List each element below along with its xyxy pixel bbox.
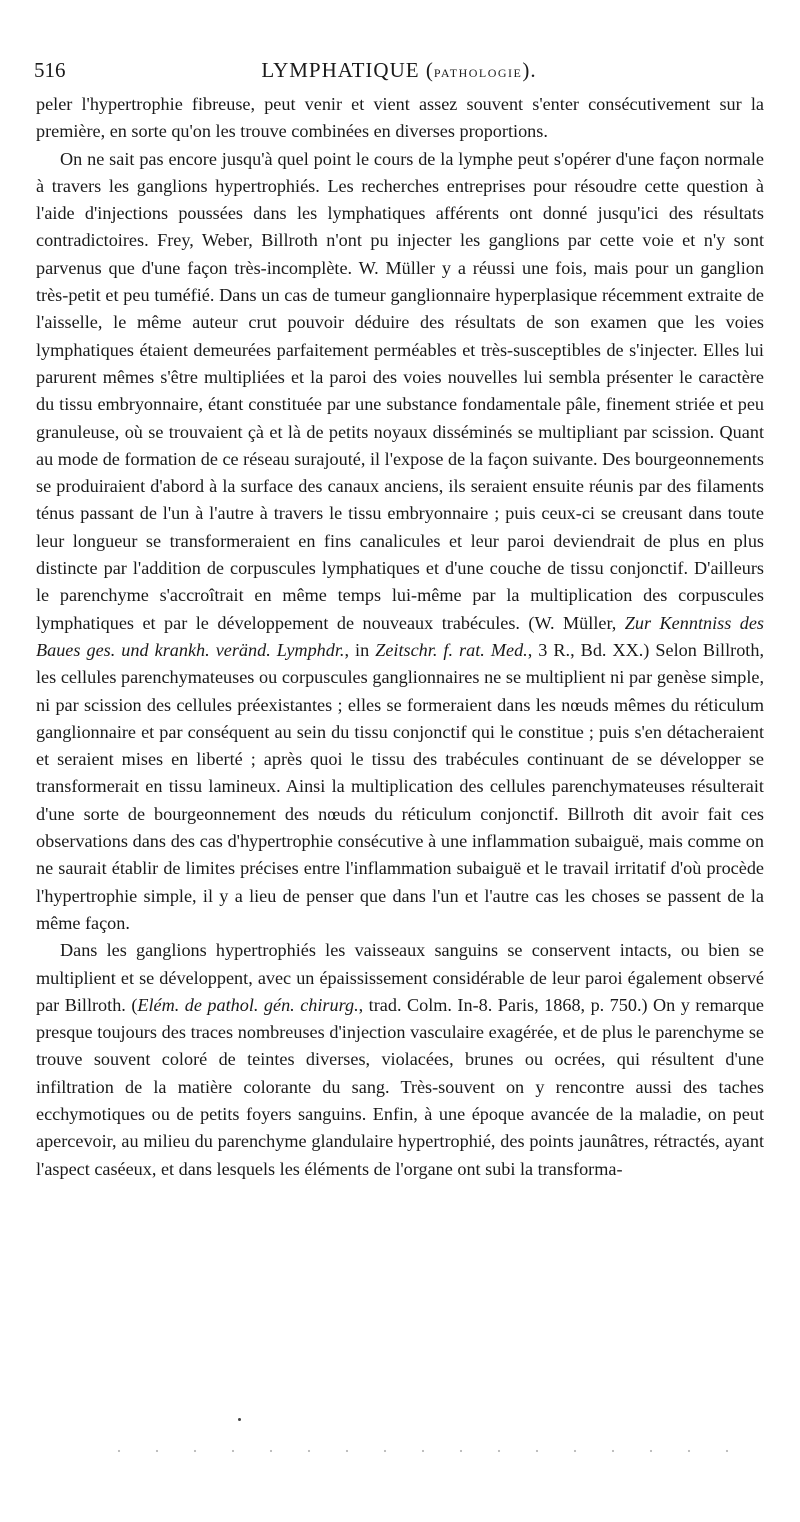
text-run: , trad. Colm. In-8. Paris, 1868, p. 750.) On y remarque presque toujours des traces nombreuses d'injection vasculaire exagérée, et de plus le parenchyme se trouve souvent coloré de teintes diverses, violacées, brunes ou ocrées, qui résultent d'une infiltration de la matière colorante du sang. Très-souvent on y rencontre aussi des taches ecchymotiques ou de petits foyers sanguins. Enfin, à une époque avancée de la maladie, on peut apercevoir, au milieu du parenchyme glandulaire hypertrophié, des points jaunâtres, rétractés, ayant l'aspect caséeux, et dans lesquels les éléments de l'organe ont subi la transforma- <box>36 994 764 1179</box>
paragraph <box>36 146 764 938</box>
text-run: , in <box>344 639 376 660</box>
paragraph <box>36 937 764 1183</box>
text-run: peler l'hypertrophie fibreuse, peut venir et vient assez souvent s'enter consécutivement sur la première, en sorte qu'on les trouve combinées en diverses proportions. <box>36 94 764 142</box>
body-text <box>36 91 764 1183</box>
running-title-open: ( <box>419 58 434 82</box>
citation-italic: Zur Kenntniss des Baues ges. und krankh. veränd. Lymphdr. <box>36 612 765 660</box>
paragraph <box>36 91 764 146</box>
page-number: 516 <box>34 58 66 82</box>
text-run: , 3 R., Bd. XX.) Selon Billroth, les cellules parenchymateuses ou corpuscules ganglionnaires ne se multiplient ni par genèse simple, ni par scission des cellules préexistantes ; elles se formeraient dans les nœuds mêmes du réticulum ganglionnaire et par conséquent au sein du tissu conjonctif qui le constitue ; puis s'en détacheraient et seraient mises en liberté ; après quoi le tissu des trabécules continuant de se développer se transformerait en tissu lamineux. Ainsi la multiplication des cellules parenchymateuses résulterait d'une sorte de bourgeonnement des nœuds du réticulum conjonctif. Billroth dit avoir fait ces observations dans des cas d'hypertrophie consécutive à une inflammation subaiguë, mais comme on ne saurait établir de limites précises entre l'inflammation subaiguë et le travail irritatif d'où procède l'hypertrophie simple, il y a lieu de penser que dans l'un et l'autre cas les choses se passent de la même façon. <box>36 639 764 933</box>
running-title <box>34 58 764 83</box>
bottom-dotted-artifact <box>100 1448 760 1454</box>
text-run: Dans les ganglions hypertrophiés les vaisseaux sanguins se conservent intacts, ou bien se multiplient et se développent, avec un épaississement considérable de leur paroi également observé par Billroth. ( <box>36 940 764 1015</box>
ink-speck <box>238 1418 241 1421</box>
running-header <box>34 58 764 88</box>
citation-italic: Zeitschr. f. rat. Med. <box>375 639 528 660</box>
text-run: On ne sait pas encore jusqu'à quel point le cours de la lymphe peut s'opérer d'une façon normale à travers les ganglions hypertrophiés. Les recherches entreprises pour résoudre cette question à l'aide d'injections poussées dans les lymphatiques afférents ont donné jusqu'ici des résultats contradictoires. Frey, Weber, Billroth n'ont pu injecter les ganglions par cette voie et n'y sont parvenus que d'une façon très-incomplète. W. Müller y a réussi une fois, mais pour un ganglion très-petit et peu tuméfié. Dans un cas de tumeur ganglionnaire hyperplasique récemment extraite de l'aisselle, le même auteur crut pouvoir déduire des résultats de son examen que les voies lymphatiques étaient demeurées parfaitement perméables et très-susceptibles de s'injecter. Elles lui parurent mêmes s'être multipliées et la paroi des voies nouvelles lui sembla présenter le caractère du tissu embryonnaire, étant constituée par une substance fondamentale pâle, finement striée et peu granuleuse, où se trouvaient çà et là de petits noyaux disséminés se multipliant par scission. Quant au mode de formation de ce réseau surajouté, il l'expose de la façon suivante. Des bourgeonnements se produiraient d'abord à la surface des canaux anciens, ils seraient ensuite réunis par des filaments ténus passant de l'un à l'autre à travers le tissu embryonnaire ; puis ceux-ci se creusant dans toute leur longueur se transformeraient en fins canalicules et leur paroi deviendrait de plus en plus distincte par l'addition de corpuscules lymphatiques et d'une couche de tissu conjonctif. D'ailleurs le parenchyme s'accroîtrait en même temps lui-même par la multiplication des corpuscules lymphatiques et par le développement de nouveaux trabécules. (W. Müller, <box>36 148 764 633</box>
running-title-close: ). <box>522 58 537 82</box>
citation-italic: Elém. de pathol. gén. chirurg. <box>137 994 359 1015</box>
running-title-subtitle: PATHOLOGIE <box>433 66 523 80</box>
running-title-main: LYMPHATIQUE <box>261 58 420 82</box>
